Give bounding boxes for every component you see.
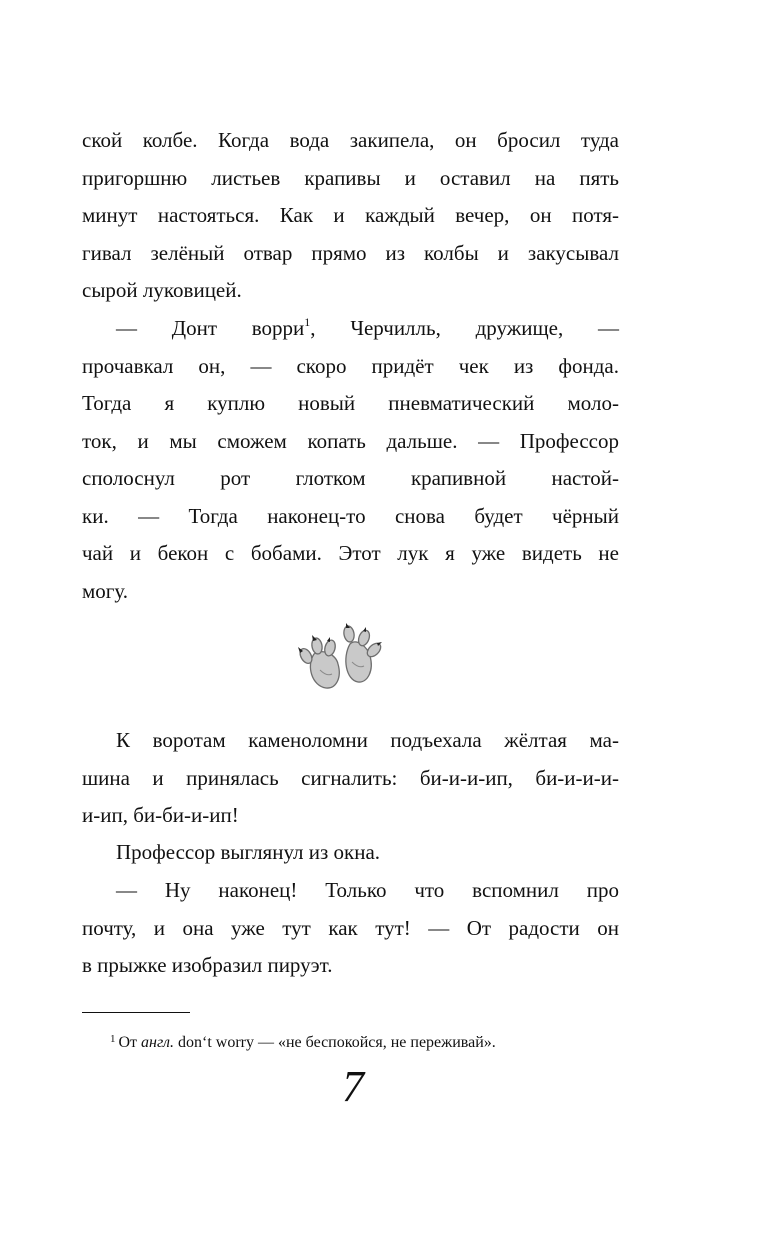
paragraph-5 (82, 872, 619, 985)
dialogue-start: — Донт ворри (116, 316, 305, 340)
text-line: чай и бекон с бобами. Этот лук я уже видеть не (82, 541, 619, 565)
paragraph-1 (82, 122, 619, 310)
text-line: ской колбе. Когда вода закипела, он бросил туда (82, 128, 619, 152)
text-line: Тогда я куплю новый пневматический моло- (82, 391, 619, 415)
text-line: и-ип, би-би-и-ип! (82, 803, 239, 827)
text-line: Профессор выглянул из окна. (116, 840, 381, 864)
dialogue-cont: , Черчилль, дружище, — (310, 316, 619, 340)
footnote-number: 1 (110, 1033, 116, 1045)
footnote-ref[interactable]: 1 (304, 315, 311, 329)
footnote-text: don‘t worry — «не беспокойся, не переживай». (174, 1034, 496, 1051)
text-line: могу. (82, 578, 129, 603)
footnote-separator (82, 1012, 190, 1013)
text-line: минут настояться. Как и каждый вечер, он потя- (82, 203, 619, 227)
text-line: пригоршню листьев крапивы и оставил на пять (82, 165, 619, 190)
text-line: К воротам каменоломни подъехала жёлтая ма- (116, 728, 619, 752)
footnote (110, 1028, 496, 1054)
text-line: прочавкал он, — скоро придёт чек из фонда. (82, 353, 619, 378)
text-line: шина и принялась сигналить: би-и-и-ип, би-и-и-и- (82, 765, 619, 790)
text-line: — Ну наконец! Только что вспомнил про (116, 878, 619, 902)
paragraph-2 (82, 310, 619, 610)
paragraph-4 (82, 834, 619, 872)
text-line: ток, и мы сможем копать дальше. — Профессор (82, 428, 619, 453)
text-line: ки. — Тогда наконец-то снова будет чёрный (82, 503, 619, 528)
text-line: почту, и она уже тут как тут! — От радости он (82, 915, 619, 940)
text-line: сполоснул рот глотком крапивной настой- (82, 466, 619, 490)
paw-prints-icon (292, 618, 392, 694)
footnote-abbr: англ. (141, 1034, 174, 1051)
text-line: гивал зелёный отвар прямо из колбы и закусывал (82, 240, 619, 265)
paragraph-3 (82, 722, 619, 835)
text-line (82, 310, 619, 348)
page-number: 7 (342, 1062, 364, 1111)
text-line: в прыжке изобразил пируэт. (82, 953, 333, 977)
text-line: сырой луковицей. (82, 278, 242, 302)
footnote-prefix: От (118, 1034, 142, 1051)
